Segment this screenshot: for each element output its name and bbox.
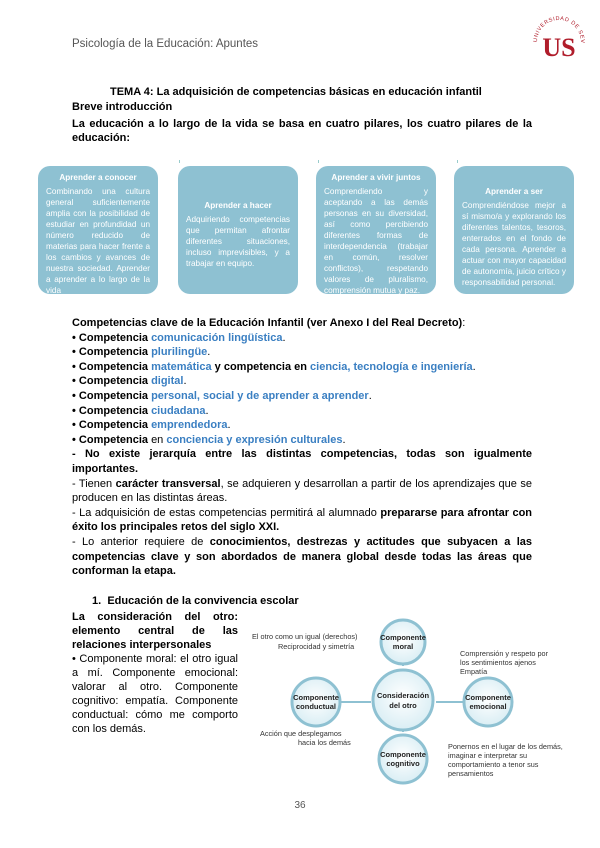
circle-label: Componente bbox=[465, 693, 511, 702]
logo-letters: US bbox=[542, 33, 576, 62]
pillar-title: Aprender a vivir juntos bbox=[331, 173, 421, 182]
annotation-cognitivo: pensamientos bbox=[448, 769, 494, 778]
note-text: - La adquisición de estas competencias permitirá al alumnado bbox=[72, 506, 381, 519]
pillar-aprender-a-vivir-juntos bbox=[316, 166, 436, 294]
pillar-title: Aprender a hacer bbox=[204, 201, 272, 210]
competencias-section bbox=[72, 316, 532, 579]
pillar-aprender-a-hacer bbox=[178, 166, 298, 294]
competencia-end: . bbox=[342, 433, 346, 446]
bullet: • bbox=[72, 346, 79, 359]
pillars-diagram bbox=[38, 160, 574, 302]
pillar-title: Aprender a ser bbox=[485, 187, 543, 196]
competencia-pre: en bbox=[151, 433, 167, 446]
note-conocimientos bbox=[72, 535, 532, 579]
note-emphasis: prepararse para afrontar con éxito los principales retos del siglo XXI. bbox=[72, 506, 533, 534]
competencia-name: personal, social y de aprender a aprender bbox=[151, 389, 369, 402]
competencia-prefix: Competencia bbox=[78, 433, 152, 446]
competencia-name: matemática bbox=[151, 360, 212, 373]
annotation-cognitivo: imaginar e interpretar su bbox=[448, 751, 528, 760]
section-number: 1. bbox=[92, 595, 102, 607]
competencia-prefix: Competencia bbox=[78, 346, 152, 359]
competencia-name: emprendedora bbox=[151, 419, 228, 432]
section-body bbox=[72, 610, 238, 736]
section-paragraph: • Componente moral: el otro igual a mí. Componente emocional: valorar al otro. Componente cognitivo: empatía. Componente conductual: cómo me comporto con los demás. bbox=[72, 653, 238, 735]
annotation-moral: Reciprocidad y simetría bbox=[278, 642, 355, 651]
section-sub: La consideración del otro: elemento central de las relaciones interpersonales bbox=[72, 611, 238, 651]
competencia-prefix: Competencia bbox=[78, 389, 152, 402]
annotation-emocional: Empatía bbox=[460, 667, 488, 676]
section-title: Educación de la convivencia escolar bbox=[107, 595, 299, 607]
bullet: • bbox=[72, 360, 79, 373]
pillar-text: Comprendiendo y aceptando a las demás personas en su diversidad, así como percibiendo diferentes formas de interdependencia (trabajar en común, resolver conflictos), respetando valores de pluralismo, comprensión mutua y paz. bbox=[324, 187, 428, 295]
annotation-moral: El otro como un igual (derechos) bbox=[252, 632, 358, 641]
circle-label: Componente bbox=[380, 750, 426, 759]
note-text: - Lo anterior requiere de bbox=[72, 535, 210, 548]
pillar-text: Comprendiéndose mejor a sí mismo/a y explorando los diferentes talentos, tesoros, enterrados en el fondo de cada persona. Aprender a actuar con mayor capacidad de autonomía, juicio crítico y responsabilidad personal. bbox=[462, 201, 566, 287]
intro-paragraph: La educación a lo largo de la vida se basa en cuatro pilares, los cuatro pilares de la educación: bbox=[72, 118, 532, 144]
circle-label: moral bbox=[392, 642, 414, 651]
bullet: • bbox=[72, 419, 79, 432]
annotation-emocional: los sentimientos ajenos bbox=[460, 658, 536, 667]
bullet: • bbox=[72, 404, 79, 417]
circle-label: Consideración bbox=[376, 691, 430, 700]
competencia-name: ciudadana bbox=[151, 404, 206, 417]
pillar-text: Adquiriendo competencias que permitan afrontar diferentes situaciones, incluso imprevisibles, y a trabajar en equipo. bbox=[186, 215, 290, 268]
tick bbox=[318, 160, 319, 163]
running-header: Psicología de la Educación: Apuntes bbox=[72, 38, 259, 50]
annotation-cognitivo: Ponernos en el lugar de los demás, bbox=[448, 742, 563, 751]
note-text: , se adquieren y desarrollan a partir de los aprendizajes que se producen en las distintas áreas. bbox=[72, 477, 532, 505]
competencia-item bbox=[72, 374, 532, 389]
competencias-list bbox=[72, 331, 532, 448]
competencia-end: . bbox=[205, 404, 209, 417]
competencia-end: . bbox=[227, 419, 231, 432]
heading-text: Competencias clave de la Educación Infantil (ver Anexo I del Real Decreto) bbox=[72, 317, 463, 329]
note-retos bbox=[72, 506, 532, 535]
competencia-prefix: Competencia bbox=[78, 404, 152, 417]
competencia-end: . bbox=[207, 346, 211, 359]
annotation-conductual: Acción que desplegamos bbox=[260, 729, 342, 738]
bullet: • bbox=[72, 375, 79, 388]
competencia-item bbox=[72, 331, 532, 346]
pillar-title: Aprender a conocer bbox=[59, 173, 137, 182]
competencia-end: . bbox=[472, 360, 476, 373]
note-transversal bbox=[72, 477, 532, 506]
circle-moral bbox=[380, 620, 426, 664]
note-emphasis: carácter transversal bbox=[115, 477, 221, 490]
tick bbox=[457, 160, 458, 163]
competencia-end: . bbox=[368, 389, 372, 402]
competencia-name: digital bbox=[151, 375, 184, 388]
competencia-item bbox=[72, 360, 532, 375]
competencia-prefix: Competencia bbox=[78, 419, 152, 432]
competencia-name: plurilingüe bbox=[151, 346, 208, 359]
competencia-prefix: Competencia bbox=[78, 331, 152, 344]
competencia-item bbox=[72, 418, 532, 433]
competencia-prefix: Competencia bbox=[78, 375, 152, 388]
pillar-aprender-a-conocer bbox=[38, 166, 158, 294]
competencia-end: . bbox=[282, 331, 286, 344]
note-emphasis: conocimientos, destrezas y actitudes que subyacen a las competencias clave y son abordados de manera global desde todas las áreas que conforman la etapa. bbox=[72, 535, 532, 578]
competencia-name: ciencia, tecnología e ingeniería bbox=[310, 360, 473, 373]
circle-label: Componente bbox=[380, 633, 426, 642]
bullet: • bbox=[72, 389, 79, 402]
competencia-item bbox=[72, 389, 532, 404]
competencias-heading bbox=[72, 316, 532, 331]
competencia-end: . bbox=[183, 375, 187, 388]
pillar-aprender-a-ser bbox=[454, 166, 574, 294]
page-number: 36 bbox=[294, 800, 306, 811]
circle-conductual bbox=[292, 678, 340, 726]
circle-emocional bbox=[464, 678, 512, 726]
competencia-name: conciencia y expresión culturales bbox=[166, 433, 343, 446]
note-jerarquia: - No existe jerarquía entre las distintas competencias, todas son igualmente importantes. bbox=[72, 448, 532, 475]
pillar-text: Combinando una cultura general suficientemente amplia con la posibilidad de estudiar en profundidad un número reducido de materias para hacer frente a los cambios y avances de nuestra sociedad. Aprender a aprender a lo largo de la vida bbox=[46, 187, 150, 295]
tick bbox=[179, 160, 180, 163]
chapter-title: TEMA 4: La adquisición de competencias básicas en educación infantil bbox=[110, 86, 482, 98]
circle-label: del otro bbox=[389, 701, 417, 710]
circle-label: conductual bbox=[295, 702, 337, 711]
annotation-cognitivo: comportamiento a tenor sus bbox=[448, 760, 539, 769]
circle-label: emocional bbox=[469, 702, 507, 711]
circle-cognitivo bbox=[379, 735, 427, 783]
competencia-name: comunicación lingüística bbox=[151, 331, 283, 344]
logo-arc-text: UNIVERSIDAD DE SEV bbox=[532, 15, 586, 44]
section-subtitle: Breve introducción bbox=[72, 101, 173, 113]
annotation-conductual: hacia los demás bbox=[298, 738, 351, 747]
note-text: - Tienen bbox=[72, 477, 116, 490]
competencia-item bbox=[72, 433, 532, 448]
circle-label: cognitivo bbox=[386, 759, 420, 768]
competencia-prefix: Competencia bbox=[78, 360, 152, 373]
competencia-connector: y competencia en bbox=[211, 360, 311, 373]
annotation-emocional: Comprensión y respeto por bbox=[460, 649, 549, 658]
university-logo bbox=[527, 8, 591, 72]
heading-suffix: : bbox=[462, 317, 466, 329]
circle-center bbox=[373, 670, 433, 730]
circle-label: Componente bbox=[293, 693, 339, 702]
consideracion-diagram bbox=[248, 602, 600, 792]
competencia-item bbox=[72, 345, 532, 360]
bullet: • bbox=[72, 331, 79, 344]
competencia-item bbox=[72, 404, 532, 419]
bullet: • bbox=[72, 433, 79, 446]
